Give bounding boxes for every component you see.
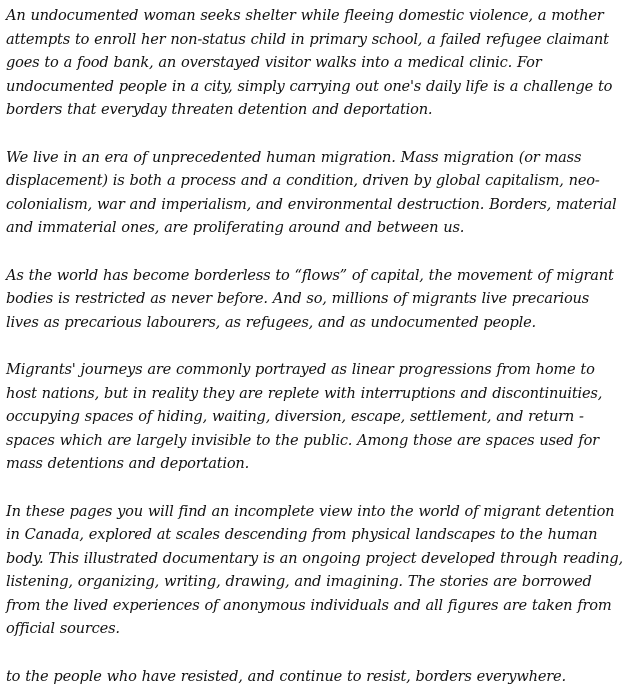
paragraph-dedication: to the people who have resisted, and continue to resist, borders everywhere. bbox=[6, 665, 625, 688]
paragraph-borderless-capital: As the world has become borderless to “flows” of capital, the movement of migrant bodies is restricted as never before. And so, millions of migrants live precarious lives as precarious labourers, as refugees, and as undocumented people. bbox=[6, 264, 625, 335]
paragraph-migrant-journeys: Migrants' journeys are commonly portrayed as linear progressions from home to host nations, but in reality they are replete with interruptions and discontinuities, occupying spaces of hiding, waiting, diversion, escape, settlement, and return - spaces which are largely invisible to the public. Among those are spaces used for mass detentions and deportation. bbox=[6, 358, 625, 476]
paragraph-mass-migration: We live in an era of unprecedented human migration. Mass migration (or mass displacement) is both a process and a condition, driven by global capitalism, neo-colonialism, war and imperialism, and environmental destruction. Borders, material and immaterial ones, are proliferating around and between us. bbox=[6, 146, 625, 240]
paragraph-intro: An undocumented woman seeks shelter while fleeing domestic violence, a mother attempts to enroll her non-status child in primary school, a failed refugee claimant goes to a food bank, an overstayed visitor walks into a medical clinic. For undocumented people in a city, simply carrying out one's daily life is a challenge to borders that everyday threaten detention and deportation. bbox=[6, 4, 625, 122]
paragraph-these-pages: In these pages you will find an incomplete view into the world of migrant detention in Canada, explored at scales descending from physical landscapes to the human body. This illustrated documentary is an ongoing project developed through reading, listening, organizing, writing, drawing, and imagining. The stories are borrowed from the lived experiences of anonymous individuals and all figures are taken from official sources. bbox=[6, 500, 625, 641]
